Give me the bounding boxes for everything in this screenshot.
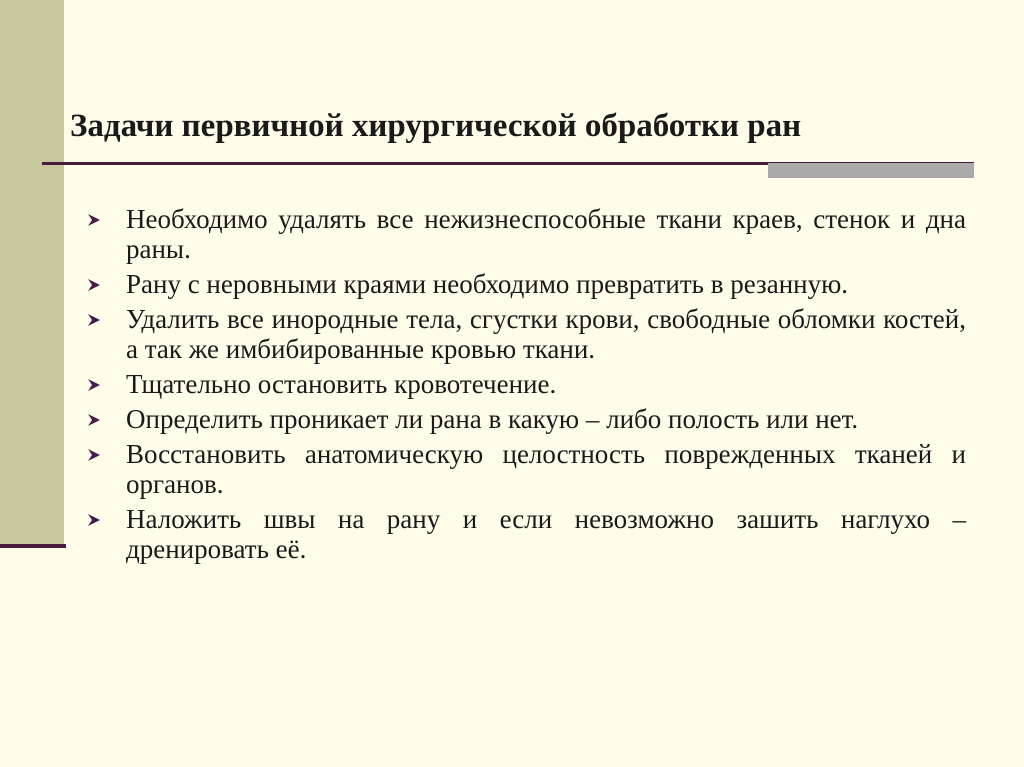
bullet-item	[86, 504, 966, 564]
arrowhead-bullet-icon	[86, 270, 106, 298]
bullet-item	[86, 304, 966, 364]
bullet-text: Рану с неровными краями необходимо превратить в резанную.	[126, 269, 849, 299]
arrowhead-bullet-icon	[86, 505, 106, 533]
arrowhead-bullet-icon	[86, 305, 106, 333]
title-underline-gray-bar	[768, 163, 974, 178]
bullet-item	[86, 404, 966, 434]
slide-title: Задачи первичной хирургической обработки ран	[70, 108, 802, 144]
bullet-item	[86, 439, 966, 499]
bullet-text: Тщательно остановить кровотечение.	[126, 369, 557, 399]
arrowhead-bullet-icon	[86, 405, 106, 433]
bullet-text: Необходимо удалять все нежизнеспособные ткани краев, стенок и дна раны.	[126, 204, 966, 264]
left-accent-band	[0, 0, 64, 548]
bullet-item	[86, 269, 966, 299]
bullet-text: Наложить швы на рану и если невозможно зашить наглухо – дренировать её.	[126, 504, 966, 564]
bullet-item	[86, 369, 966, 399]
bullet-text: Определить проникает ли рана в какую – либо полость или нет.	[126, 404, 859, 434]
arrowhead-bullet-icon	[86, 440, 106, 468]
bullet-list	[86, 204, 966, 569]
left-accent-rule	[0, 544, 66, 548]
bullet-text: Восстановить анатомическую целостность поврежденных тканей и органов.	[126, 439, 966, 499]
arrowhead-bullet-icon	[86, 205, 106, 233]
arrowhead-bullet-icon	[86, 370, 106, 398]
bullet-item	[86, 204, 966, 264]
bullet-text: Удалить все инородные тела, сгустки крови, свободные обломки костей, а так же имбибированные кровью ткани.	[126, 304, 966, 364]
